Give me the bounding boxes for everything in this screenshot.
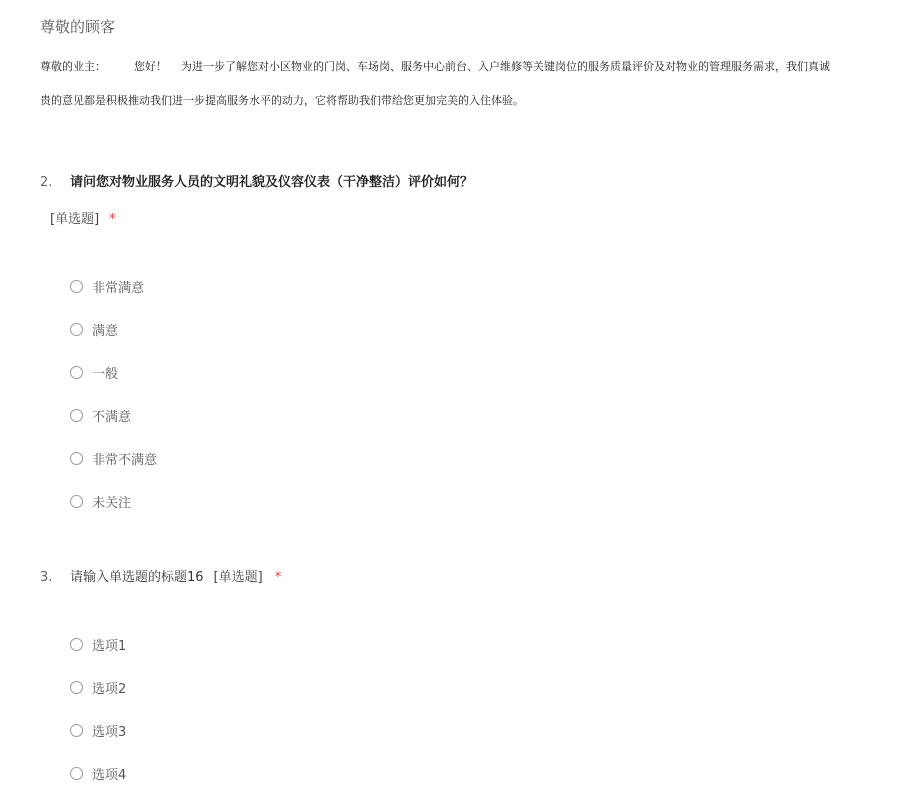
intro-text-line-1 xyxy=(40,58,900,74)
option-very-satisfied[interactable] xyxy=(70,277,144,295)
question-type: [单选题] xyxy=(213,570,263,585)
radio-button[interactable] xyxy=(70,681,83,694)
option-label: 非常不满意 xyxy=(92,452,158,468)
option-label: 不满意 xyxy=(92,409,132,425)
option-average[interactable] xyxy=(70,363,118,381)
option-1[interactable] xyxy=(70,635,126,653)
option-satisfied[interactable] xyxy=(70,320,118,338)
radio-button[interactable] xyxy=(70,323,83,336)
option-label: 选项4 xyxy=(92,767,127,783)
greeting-title: 尊敬的顾客 xyxy=(40,18,116,36)
question-type: [单选题] xyxy=(50,212,100,227)
required-marker: * xyxy=(274,570,282,585)
radio-button[interactable] xyxy=(70,409,83,422)
required-marker: * xyxy=(109,212,116,227)
question-number: 2. xyxy=(40,175,53,190)
option-dissatisfied[interactable] xyxy=(70,406,131,424)
question-3-header xyxy=(40,566,281,585)
option-label: 满意 xyxy=(92,323,119,339)
intro-hello: 您好！ xyxy=(134,60,167,73)
radio-button[interactable] xyxy=(70,767,83,780)
intro-salutation: 尊敬的业主： xyxy=(40,60,106,73)
option-4[interactable] xyxy=(70,764,126,782)
radio-button[interactable] xyxy=(70,366,83,379)
radio-button[interactable] xyxy=(70,452,83,465)
option-label: 选项1 xyxy=(92,638,127,654)
radio-button[interactable] xyxy=(70,638,83,651)
option-2[interactable] xyxy=(70,678,126,696)
question-2-header xyxy=(40,171,473,190)
option-label: 一般 xyxy=(92,366,119,382)
option-label: 选项2 xyxy=(92,681,127,697)
intro-text-line-2: 贵的意见都是积极推动我们进一步提高服务水平的动力，它将帮助我们带给您更加完美的入住体验。 xyxy=(40,94,524,107)
question-title: 请输入单选题的标题16 xyxy=(70,570,204,585)
option-3[interactable] xyxy=(70,721,126,739)
intro-body: 为进一步了解您对小区物业的门岗、车场岗、服务中心前台、入户维修等关键岗位的服务质量评价及对物业的管理服务需求，我们真诚 xyxy=(181,60,830,73)
radio-button[interactable] xyxy=(70,724,83,737)
question-title: 请问您对物业服务人员的文明礼貌及仪容仪表（干净整洁）评价如何？ xyxy=(70,175,474,190)
option-label: 非常满意 xyxy=(92,280,145,296)
radio-button[interactable] xyxy=(70,280,83,293)
option-very-dissatisfied[interactable] xyxy=(70,449,157,467)
radio-button[interactable] xyxy=(70,495,83,508)
question-2-type-line xyxy=(50,208,116,227)
question-number: 3. xyxy=(40,570,53,585)
option-not-concerned[interactable] xyxy=(70,492,131,510)
option-label: 选项3 xyxy=(92,724,127,740)
option-label: 未关注 xyxy=(92,495,132,511)
